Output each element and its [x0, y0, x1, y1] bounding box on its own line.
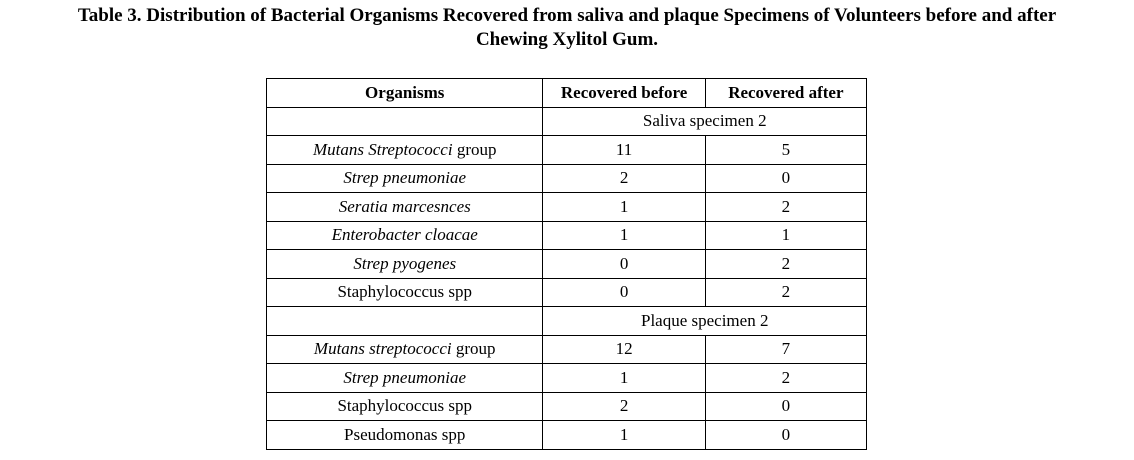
organism-suffix: Staphylococcus spp — [337, 396, 473, 416]
recovered-before-cell: 1 — [543, 364, 705, 393]
caption-line-1: Table 3. Distribution of Bacterial Organisms Recovered from saliva and plaque Specimens of Volunteers before and after — [77, 5, 1057, 26]
recovered-before-cell: 2 — [543, 392, 705, 421]
table-row — [267, 193, 867, 222]
saliva-section-label: Saliva specimen 2 — [543, 107, 867, 136]
header-recovered-before: Recovered before — [543, 79, 705, 108]
recovered-after-cell: 2 — [705, 364, 866, 393]
table-row — [267, 278, 867, 307]
organism-italic: Mutans streptococci — [313, 339, 452, 359]
plaque-section-row — [267, 307, 867, 336]
table-row — [267, 221, 867, 250]
section-blank-cell — [267, 107, 543, 136]
organism-italic: Strep pyogenes — [353, 253, 457, 273]
organism-italic: Enterobacter cloacae — [331, 225, 478, 245]
organism-cell — [267, 221, 543, 250]
recovered-before-cell: 11 — [543, 136, 705, 165]
organism-italic: Mutans Streptococci — [312, 139, 453, 159]
table-row — [267, 364, 867, 393]
header-organisms: Organisms — [267, 79, 543, 108]
table-row — [267, 250, 867, 279]
organism-suffix: group — [451, 339, 496, 359]
recovered-after-cell: 2 — [705, 193, 866, 222]
table-row — [267, 392, 867, 421]
recovered-after-cell: 2 — [705, 278, 866, 307]
caption-line-2: Chewing Xylitol Gum. — [475, 29, 659, 50]
table-row — [267, 421, 867, 450]
recovered-after-cell: 7 — [705, 335, 866, 364]
recovered-before-cell: 0 — [543, 250, 705, 279]
recovered-before-cell: 1 — [543, 421, 705, 450]
recovered-after-cell: 0 — [705, 392, 866, 421]
recovered-after-cell: 5 — [705, 136, 866, 165]
organism-italic: Seratia marcesnces — [338, 196, 471, 216]
organism-cell — [267, 164, 543, 193]
recovered-before-cell: 1 — [543, 193, 705, 222]
recovered-after-cell: 0 — [705, 164, 866, 193]
recovered-before-cell: 2 — [543, 164, 705, 193]
section-blank-cell — [267, 307, 543, 336]
organism-cell — [267, 392, 543, 421]
organism-cell — [267, 335, 543, 364]
recovered-after-cell: 0 — [705, 421, 866, 450]
recovered-before-cell: 1 — [543, 221, 705, 250]
header-recovered-after: Recovered after — [705, 79, 866, 108]
organism-suffix: group — [452, 139, 497, 159]
table-row — [267, 164, 867, 193]
organism-cell — [267, 278, 543, 307]
organism-cell — [267, 421, 543, 450]
organism-cell — [267, 250, 543, 279]
plaque-section-label: Plaque specimen 2 — [543, 307, 867, 336]
recovered-before-cell: 0 — [543, 278, 705, 307]
recovered-before-cell: 12 — [543, 335, 705, 364]
organism-italic: Strep pneumoniae — [343, 367, 467, 387]
table-row — [267, 335, 867, 364]
recovered-after-cell: 1 — [705, 221, 866, 250]
organism-cell — [267, 193, 543, 222]
table-caption — [0, 4, 1134, 52]
saliva-section-row — [267, 107, 867, 136]
organism-suffix: Staphylococcus spp — [337, 282, 473, 302]
organism-suffix: Pseudomonas spp — [344, 424, 466, 444]
organisms-table — [266, 78, 867, 450]
organism-italic: Strep pneumoniae — [343, 168, 467, 188]
organism-cell — [267, 364, 543, 393]
organism-cell — [267, 136, 543, 165]
table-row — [267, 136, 867, 165]
recovered-after-cell: 2 — [705, 250, 866, 279]
header-row — [267, 79, 867, 108]
